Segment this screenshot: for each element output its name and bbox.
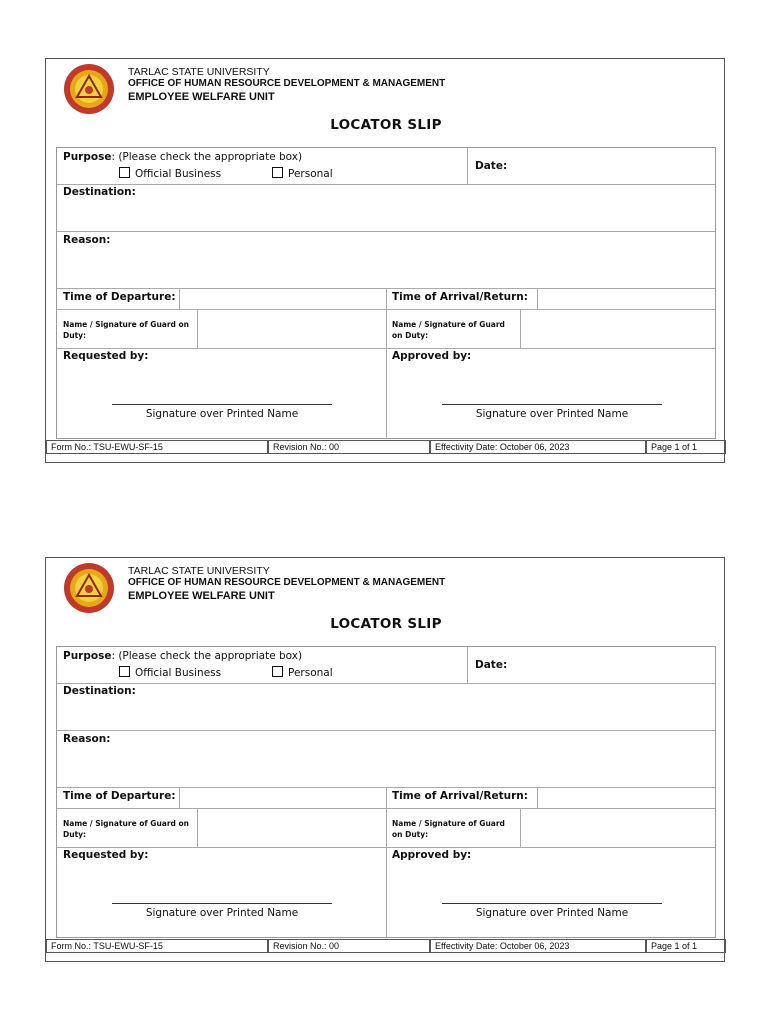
- page-number: Page 1 of 1: [646, 440, 726, 454]
- requested-signature-line[interactable]: [112, 903, 332, 904]
- slip-title: LOCATOR SLIP: [330, 117, 442, 133]
- approved-signature-caption: Signature over Printed Name: [475, 907, 629, 919]
- guard-label-right: Name / Signature of Guard on Duty:: [392, 320, 505, 340]
- personal-checkbox[interactable]: [272, 167, 283, 178]
- locator-slip-2: [45, 557, 725, 962]
- arrival-label: Time of Arrival/Return:: [392, 790, 528, 802]
- form-number: Form No.: TSU-EWU-SF-15: [46, 440, 268, 454]
- approved-by-label: Approved by:: [392, 350, 472, 362]
- tsu-seal-logo: [58, 562, 120, 614]
- reason-label: Reason:: [63, 733, 111, 745]
- effectivity-date: Effectivity Date: October 06, 2023: [430, 440, 646, 454]
- destination-label: Destination:: [63, 186, 136, 198]
- form-footer: [46, 939, 726, 954]
- office-name: OFFICE OF HUMAN RESOURCE DEVELOPMENT & MANAGEMENT: [128, 577, 446, 588]
- official-business-checkbox[interactable]: [119, 167, 130, 178]
- approved-signature-line[interactable]: [442, 404, 662, 405]
- form-number: Form No.: TSU-EWU-SF-15: [46, 939, 268, 953]
- unit-name: EMPLOYEE WELFARE UNIT: [128, 590, 275, 602]
- official-business-option[interactable]: Official Business: [119, 666, 221, 679]
- slip-form: [56, 147, 716, 439]
- date-label: Date:: [475, 659, 508, 671]
- guard-label-right: Name / Signature of Guard on Duty:: [392, 819, 505, 839]
- personal-option[interactable]: Personal: [272, 167, 333, 180]
- requested-signature-caption: Signature over Printed Name: [145, 408, 299, 420]
- purpose-label: Purpose: (Please check the appropriate box): [63, 650, 303, 662]
- page-number: Page 1 of 1: [646, 939, 726, 953]
- guard-label-left: Name / Signature of Guard on Duty:: [63, 819, 190, 839]
- requested-signature-caption: Signature over Printed Name: [145, 907, 299, 919]
- requested-signature-line[interactable]: [112, 404, 332, 405]
- university-name: TARLAC STATE UNIVERSITY: [128, 565, 270, 577]
- office-name: OFFICE OF HUMAN RESOURCE DEVELOPMENT & MANAGEMENT: [128, 78, 446, 89]
- slip-form: [56, 646, 716, 938]
- departure-label: Time of Departure:: [63, 291, 176, 303]
- revision-number: Revision No.: 00: [268, 939, 430, 953]
- form-footer: [46, 440, 726, 455]
- official-business-option[interactable]: Official Business: [119, 167, 221, 180]
- unit-name: EMPLOYEE WELFARE UNIT: [128, 91, 275, 103]
- reason-label: Reason:: [63, 234, 111, 246]
- slip-title: LOCATOR SLIP: [330, 616, 442, 632]
- approved-signature-caption: Signature over Printed Name: [475, 408, 629, 420]
- effectivity-date: Effectivity Date: October 06, 2023: [430, 939, 646, 953]
- date-label: Date:: [475, 160, 508, 172]
- personal-option[interactable]: Personal: [272, 666, 333, 679]
- destination-label: Destination:: [63, 685, 136, 697]
- guard-label-left: Name / Signature of Guard on Duty:: [63, 320, 190, 340]
- official-business-checkbox[interactable]: [119, 666, 130, 677]
- purpose-label: Purpose: (Please check the appropriate box): [63, 151, 303, 163]
- requested-by-label: Requested by:: [63, 849, 149, 861]
- departure-label: Time of Departure:: [63, 790, 176, 802]
- personal-checkbox[interactable]: [272, 666, 283, 677]
- revision-number: Revision No.: 00: [268, 440, 430, 454]
- locator-slip-1: [45, 58, 725, 463]
- requested-by-label: Requested by:: [63, 350, 149, 362]
- approved-by-label: Approved by:: [392, 849, 472, 861]
- approved-signature-line[interactable]: [442, 903, 662, 904]
- university-name: TARLAC STATE UNIVERSITY: [128, 66, 270, 78]
- tsu-seal-logo: [58, 63, 120, 115]
- arrival-label: Time of Arrival/Return:: [392, 291, 528, 303]
